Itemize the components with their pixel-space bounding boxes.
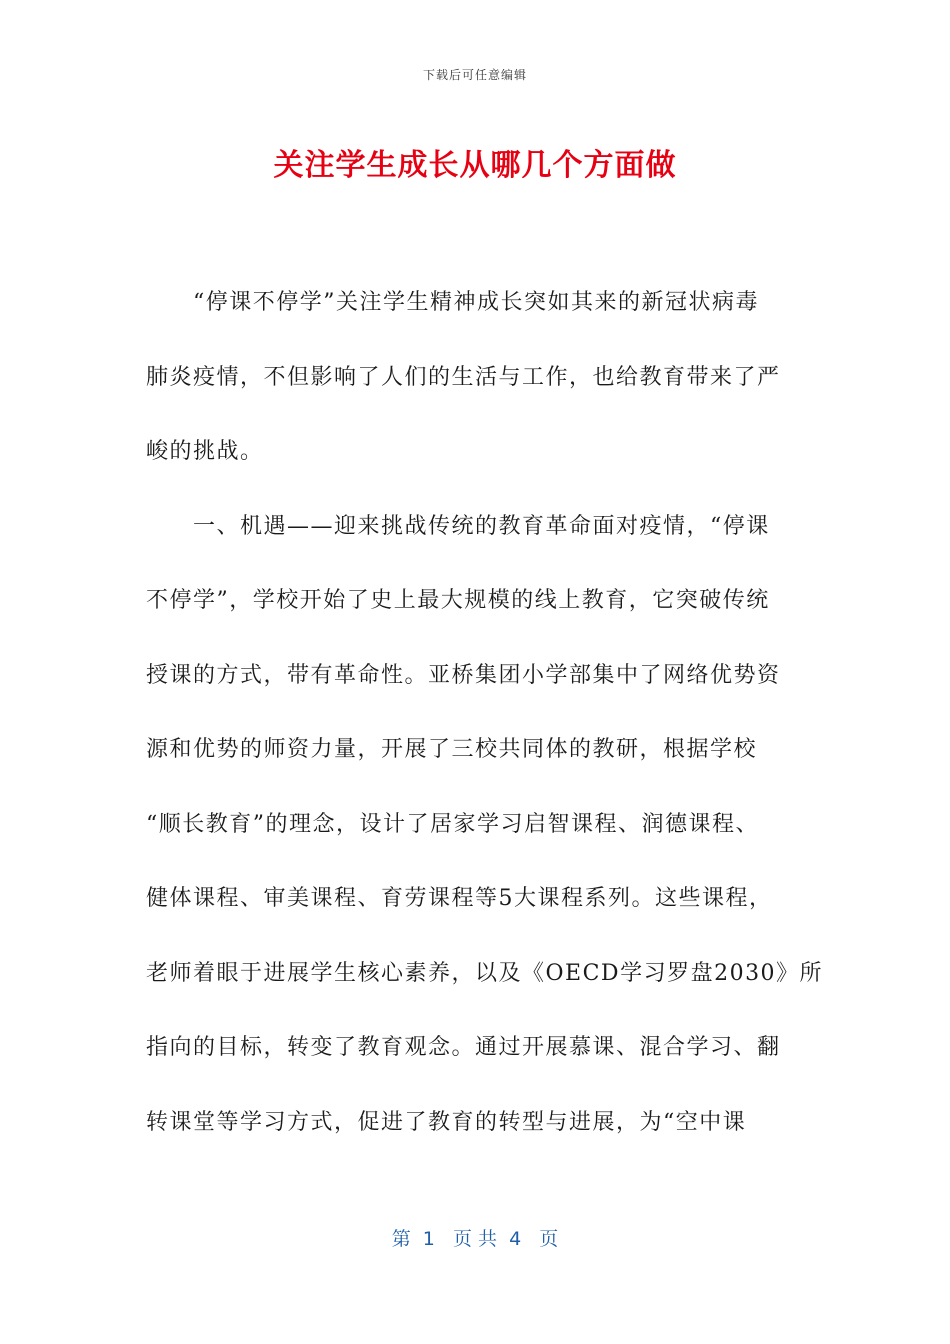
text-line: 指向的目标，转变了教育观念。通过开展慕课、混合学习、翻 — [146, 1035, 781, 1060]
text-line: 转课堂等学习方式，促进了教育的转型与进展，为“空中课 — [146, 1109, 747, 1135]
text-line: 源和优势的师资力量，开展了三校共同体的教研，根据学校 — [146, 737, 758, 762]
header-note: 下载后可任意编辑 — [422, 68, 527, 82]
text-line: “顺长教育”的理念，设计了居家学习启智课程、润德课程、 — [146, 811, 759, 837]
text-line: 健体课程、审美课程、育劳课程等5大课程系列。这些课程， — [146, 886, 773, 911]
document-title: 关注学生成长从哪几个方面做 — [273, 148, 677, 183]
text-line: 不停学”，学校开始了史上最大规模的线上教育，它突破传统 — [146, 588, 770, 613]
text-line: 峻的挑战。 — [146, 439, 264, 464]
text-line: 老师着眼于进展学生核心素养，以及《OECD学习罗盘2030》所 — [146, 960, 824, 986]
text-line: 一、机遇——迎来挑战传统的教育革命面对疫情，“停课 — [146, 513, 770, 539]
page-number-footer: 第 1 页 共 4 页 — [391, 1228, 559, 1250]
text-line: 授课的方式，带有革命性。亚桥集团小学部集中了网络优势资 — [146, 662, 781, 688]
text-line: 肺炎疫情，不但影响了人们的生活与工作，也给教育带来了严 — [146, 364, 781, 390]
text-line: “停课不停学”关注学生精神成长突如其来的新冠状病毒 — [146, 290, 759, 315]
document-body — [146, 266, 824, 1160]
